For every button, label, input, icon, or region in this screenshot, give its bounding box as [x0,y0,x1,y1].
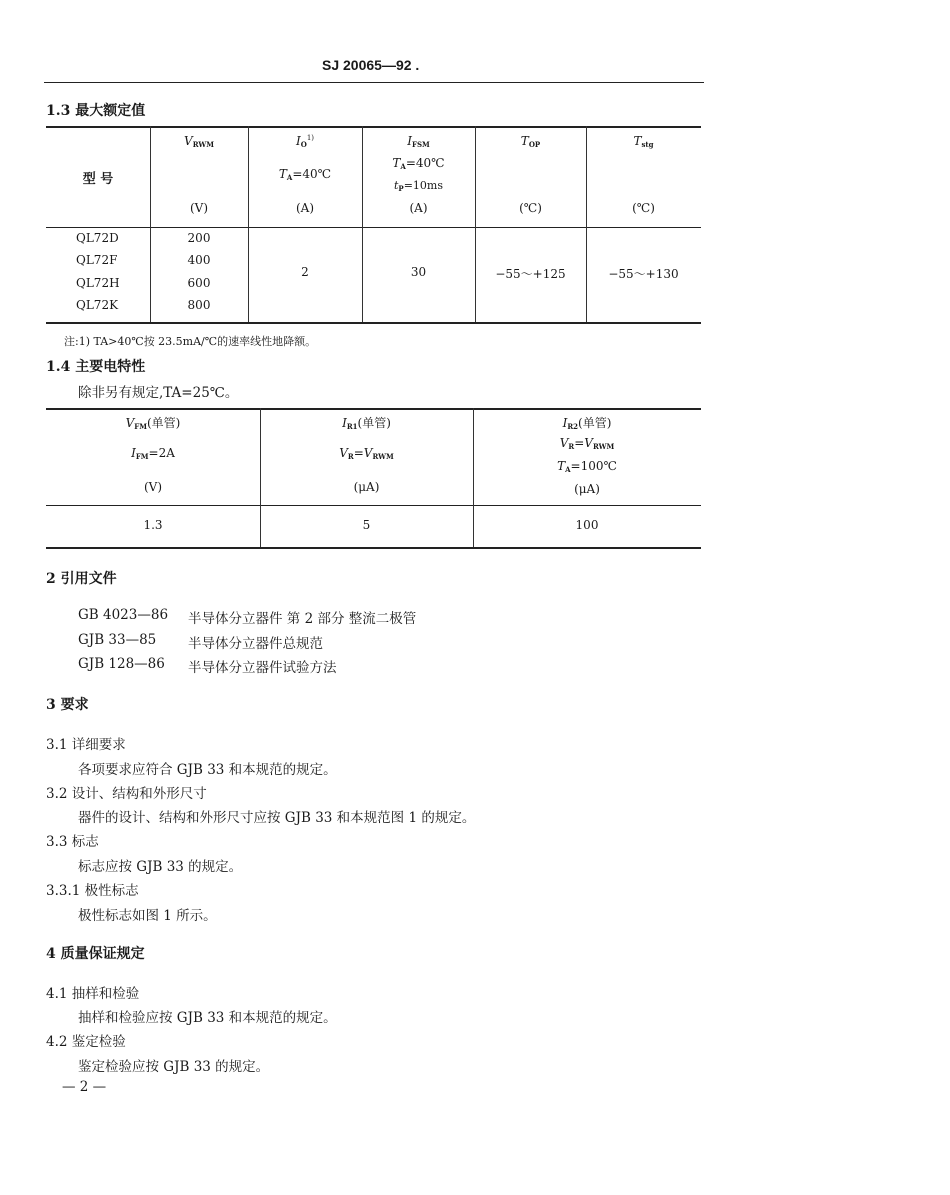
type-QL72K: QL72K [76,298,119,312]
reference-title: 半导体分立器件 第 2 部分 整流二极管 [188,611,417,627]
io-value: 2 [301,265,309,279]
vrwm-unit: (V) [189,201,209,215]
page-number: — 2 — [62,1079,107,1095]
ir1-condition: $V_R=V_{RWM}$ [339,446,394,461]
ir2-unit: (μA) [574,482,600,496]
section-3-2-heading: 3.2 设计、结构和外形尺寸 [46,786,207,802]
col-header-top: $T_{OP}$ [520,134,541,149]
section-3-3-heading: 3.3 标志 [46,834,99,850]
section-4-2-text: 鉴定检验应按 GJB 33 的规定。 [78,1059,270,1075]
section-3-3-1-text: 极性标志如图 1 所示。 [78,908,217,924]
section-1-3-heading: 1.3 最大额定值 [46,103,146,119]
col-header-ir1: $I_{R1}$(单管) [342,416,391,431]
col-header-tstg: $T_{stg}$ [633,134,654,149]
type-QL72H: QL72H [76,276,120,290]
vfm-condition: $I_{FM}=2A$ [131,446,175,461]
type-QL72D: QL72D [76,231,119,245]
header-rule [44,82,704,83]
col-header-vrwm: $V_{RWM}$ [184,134,214,149]
ifsm-condition-pulse: $t_P=10ms$ [394,179,443,193]
section-4-1-text: 抽样和检验应按 GJB 33 和本规范的规定。 [78,1010,337,1026]
reference-code: GJB 128—86 [78,656,165,672]
col-header-ir2: $I_{R2}$(单管) [562,416,612,431]
col-header-vfm: $V_{FM}$(单管) [125,416,181,431]
vrwm-value: 600 [187,276,211,290]
section-3-2-text: 器件的设计、结构和外形尺寸应按 GJB 33 和本规范图 1 的规定。 [78,810,476,826]
col-header-io: $I_O^{1)}$ [295,134,315,149]
section-3-1-heading: 3.1 详细要求 [46,737,126,753]
vrwm-value: 800 [187,298,211,312]
type-QL72F: QL72F [76,253,118,267]
vrwm-value: 400 [187,253,211,267]
ifsm-value: 30 [410,265,427,279]
vrwm-value: 200 [187,231,211,245]
col-header-type: 型 号 [82,172,114,187]
tstg-unit: (℃) [632,201,655,215]
ir2-condition-temp: $T_A=100℃$ [557,459,617,474]
ifsm-unit: (A) [409,201,428,215]
ifsm-condition-temp: $T_A=40℃$ [392,156,445,171]
section-1-4-condition: 除非另有规定,TA=25℃。 [78,385,239,401]
top-unit: (℃) [519,201,542,215]
ir1-unit: (μA) [353,480,380,494]
tstg-value: −55～+130 [608,267,679,281]
section-3-3-text: 标志应按 GJB 33 的规定。 [78,859,243,875]
section-3-1-text: 各项要求应符合 GJB 33 和本规范的规定。 [78,762,337,778]
reference-title: 半导体分立器件总规范 [188,636,323,652]
io-unit: (A) [295,201,315,215]
col-header-ifsm: $I_{FSM}$ [407,134,430,149]
section-4-1-heading: 4.1 抽样和检验 [46,986,140,1002]
section-4-2-heading: 4.2 鉴定检验 [46,1034,126,1050]
reference-code: GB 4023—86 [78,607,169,623]
top-value: −55～+125 [495,267,566,281]
vfm-unit: (V) [143,480,163,494]
vfm-value: 1.3 [143,518,163,532]
section-3-3-1-heading: 3.3.1 极性标志 [46,883,139,899]
section-4-heading: 4 质量保证规定 [46,946,145,962]
document-number: SJ 20065—92 . [322,57,420,73]
section-3-heading: 3 要求 [46,697,89,713]
reference-code: GJB 33—85 [78,632,157,648]
section-1-4-heading: 1.4 主要电特性 [46,359,146,375]
ir2-value: 100 [575,518,599,532]
io-condition: $T_A=40℃$ [278,167,332,182]
section-2-heading: 2 引用文件 [46,571,117,587]
table-note: 注:1) TA>40℃按 23.5mA/℃的速率线性地降额。 [64,335,317,348]
ir1-value: 5 [362,518,371,532]
ir2-condition-voltage: $V_R=V_{RWM}$ [559,436,615,451]
reference-title: 半导体分立器件试验方法 [188,660,337,676]
